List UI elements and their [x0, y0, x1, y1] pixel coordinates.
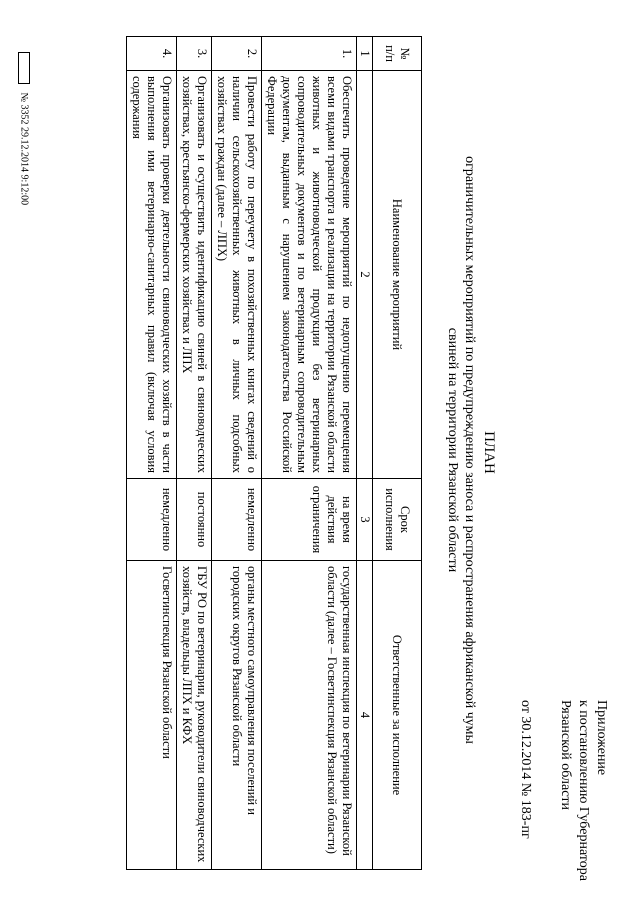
- stamp-icon: [18, 52, 30, 84]
- appendix-date: от 30.12.2014 № 183-пг: [518, 700, 533, 839]
- col-number: 4: [357, 561, 373, 870]
- col-number: 1: [357, 37, 373, 71]
- header-action: Наименование мероприятий: [373, 71, 422, 479]
- row-term: немедленно: [127, 479, 177, 561]
- col-number: 3: [357, 479, 373, 561]
- row-responsible: ГБУ РО по ветеринарии, руководители свиноводческих хозяйств, владельцы ЛПХ и КФХ: [177, 561, 212, 870]
- row-action: Организовать проверки деятельности свиноводческих хозяйств в части выполнения ими ветеринарно-санитарных правил (включая условия содержания: [127, 71, 177, 479]
- subtitle-line-2: свиней на территории Рязанской области: [445, 327, 460, 573]
- appendix-region-line: Рязанской области: [558, 700, 573, 811]
- table-header-row: [373, 37, 422, 870]
- registration-number: № 3352 29.12.2014 9:12:00: [18, 92, 30, 206]
- page-subtitle: [444, 120, 478, 780]
- row-responsible: органы местного самоуправления поселений и городских округов Рязанской области: [212, 561, 262, 870]
- column-number-row: [357, 37, 373, 870]
- header-num: № п/п: [373, 37, 422, 71]
- plan-table: [126, 36, 422, 870]
- table-row: [212, 37, 262, 870]
- row-num: 4.: [127, 37, 177, 71]
- row-term: немедленно: [212, 479, 262, 561]
- registration-stamp: [18, 52, 30, 205]
- row-responsible: Госветинспекция Рязанской области: [127, 561, 177, 870]
- row-action: Провести работу по переучету в похозяйственных книгах сведений о наличии сельскохозяйственных животных в личных подсобных хозяйствах граждан (далее – ЛПХ): [212, 71, 262, 479]
- row-num: 2.: [212, 37, 262, 71]
- table-row: [127, 37, 177, 870]
- row-action: Обеспечить проведение мероприятий по недопущению перемещения всеми видами транспорта и реализации на территории Рязанской области животных и животноводческой продукции без ветеринарных сопроводительных документов и по ветеринарным сопроводительным документам, выданным с нарушением законодательства Российской Федерации: [262, 71, 357, 479]
- page-title: ПЛАН: [481, 431, 497, 474]
- col-number: 2: [357, 71, 373, 479]
- header-responsible: Ответственные за исполнение: [373, 561, 422, 870]
- appendix-label: Приложение: [594, 700, 609, 776]
- subtitle-line-1: ограничительных мероприятий по предупреждению заноса и распространения африканской чумы: [462, 156, 477, 744]
- appendix-decree-line: к постановлению Губернатора: [576, 700, 591, 881]
- row-num: 1.: [262, 37, 357, 71]
- header-term: Срок исполнения: [373, 479, 422, 561]
- appendix-block: [516, 700, 610, 900]
- row-num: 3.: [177, 37, 212, 71]
- row-term: на время действия ограничения: [262, 479, 357, 561]
- row-action: Организовать и осуществить идентификацию свиней в свиноводческих хозяйствах, крестьянско-фермерских хозяйствах и ЛПХ: [177, 71, 212, 479]
- row-term: постоянно: [177, 479, 212, 561]
- table-row: [262, 37, 357, 870]
- row-responsible: государственная инспекция по ветеринарии Рязанской области (далее – Госветинспекция Рязанской области): [262, 561, 357, 870]
- table-row: [177, 37, 212, 870]
